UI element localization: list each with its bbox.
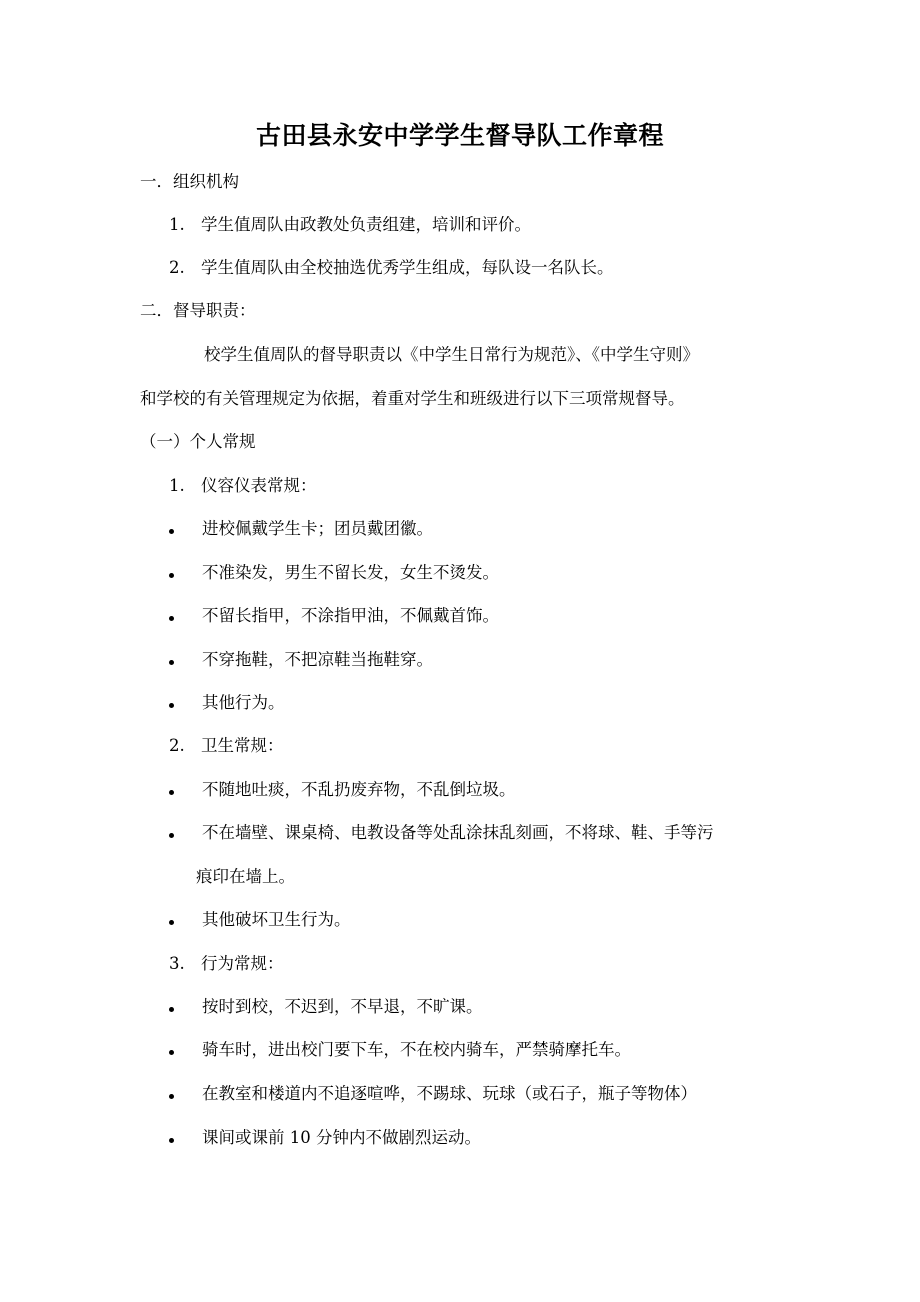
bullet-item: 不准染发，男生不留长发，女生不烫发。	[202, 563, 499, 582]
paragraph-line: 和学校的有关管理规定为依据，着重对学生和班级进行以下三项常规督导。	[140, 389, 685, 408]
section-heading-duties: 二．督导职责：	[140, 301, 256, 320]
bullet-icon	[169, 616, 174, 621]
group-title: 卫生常规：	[201, 736, 284, 755]
bullet-item: 课间或课前 10 分钟内不做剧烈运动。	[202, 1128, 481, 1147]
bullet-item: 其他破坏卫生行为。	[202, 910, 351, 929]
group-number: 2.	[169, 736, 185, 755]
bullet-item: 不随地吐痰，不乱扔废弃物，不乱倒垃圾。	[202, 780, 516, 799]
bullet-icon	[169, 1094, 174, 1099]
bullet-item: 不在墙壁、课桌椅、电教设备等处乱涂抹乱刻画，不将球、鞋、手等污	[202, 823, 714, 842]
group-title: 仪容仪表常规：	[201, 476, 317, 495]
bullet-item: 在教室和楼道内不追逐喧哗，不踢球、玩球（或石子，瓶子等物体）	[202, 1084, 697, 1103]
group-heading	[169, 474, 317, 498]
bullet-icon	[169, 920, 174, 925]
bullet-icon	[169, 790, 174, 795]
bullet-icon	[169, 573, 174, 578]
bullet-icon	[169, 1138, 174, 1143]
bullet-item: 不穿拖鞋，不把凉鞋当拖鞋穿。	[202, 650, 433, 669]
list-item	[169, 213, 531, 237]
list-item-number: 1.	[169, 215, 185, 234]
bullet-icon	[169, 703, 174, 708]
group-heading	[169, 734, 284, 758]
bullet-item: 骑车时，进出校门要下车，不在校内骑车，严禁骑摩托车。	[202, 1040, 631, 1059]
bullet-item-continuation: 痕印在墙上。	[196, 867, 295, 886]
group-heading	[169, 952, 284, 976]
list-item-text: 学生值周队由政教处负责组建，培训和评价。	[201, 215, 531, 234]
section-heading-organization: 一．组织机构	[140, 172, 239, 191]
bullet-icon	[169, 660, 174, 665]
subsection-heading: （一）个人常规	[140, 432, 256, 451]
group-title: 行为常规：	[201, 954, 284, 973]
bullet-icon	[169, 833, 174, 838]
bullet-item: 进校佩戴学生卡；团员戴团徽。	[202, 519, 433, 538]
paragraph-line: 校学生值周队的督导职责以《中学生日常行为规范》、《中学生守则》	[204, 345, 699, 364]
bullet-icon	[169, 1050, 174, 1055]
bullet-item: 其他行为。	[202, 693, 285, 712]
bullet-item: 按时到校，不迟到，不早退，不旷课。	[202, 997, 483, 1016]
list-item	[169, 256, 614, 280]
bullet-icon	[169, 1007, 174, 1012]
document-title: 古田县永安中学学生督导队工作章程	[255, 121, 664, 150]
list-item-number: 2.	[169, 258, 185, 277]
list-item-text: 学生值周队由全校抽选优秀学生组成，每队设一名队长。	[201, 258, 614, 277]
group-number: 3.	[169, 954, 185, 973]
bullet-item: 不留长指甲，不涂指甲油，不佩戴首饰。	[202, 606, 499, 625]
bullet-icon	[169, 529, 174, 534]
group-number: 1.	[169, 476, 185, 495]
